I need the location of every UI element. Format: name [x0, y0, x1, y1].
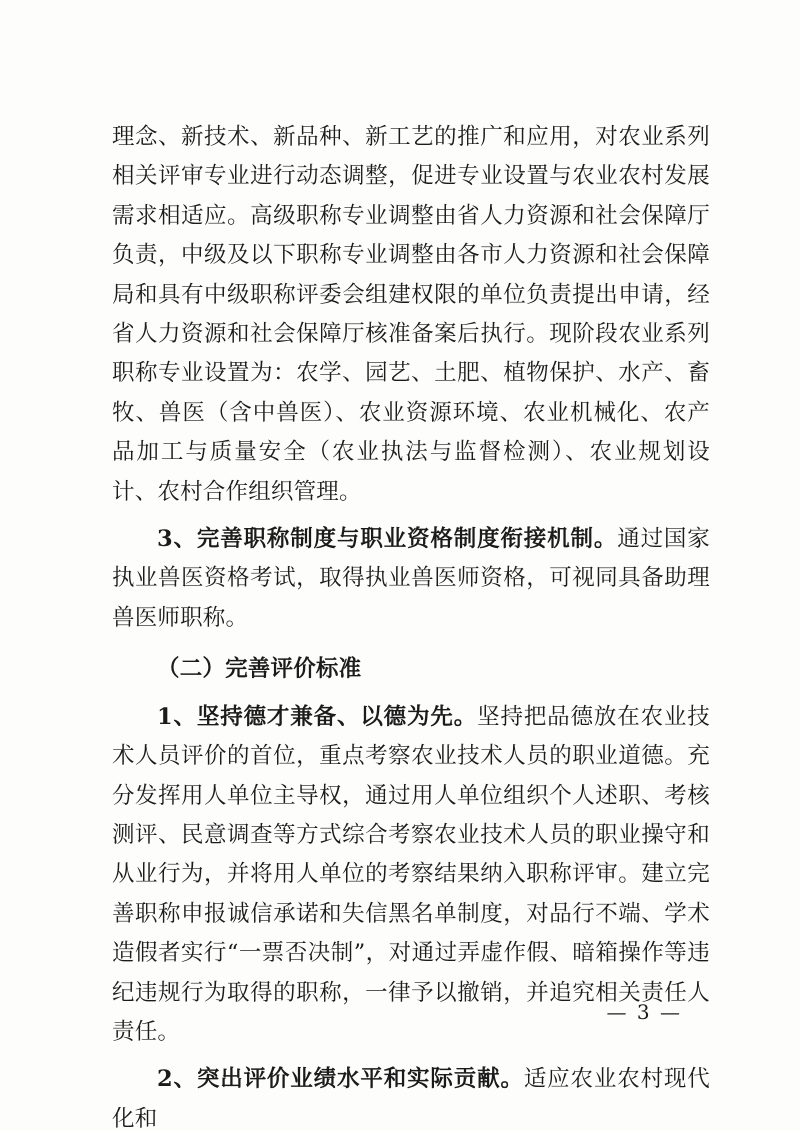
- paragraph-performance-evaluation: [112, 1060, 710, 1139]
- paragraph-heading: 1、坚持德才兼备、以德为先。: [157, 703, 478, 730]
- section-heading: [112, 650, 710, 689]
- paragraph-text: 适应农业农村现代化和: [112, 1066, 710, 1132]
- document-body: [112, 118, 710, 1139]
- paragraph-heading: 3、完善职称制度与职业资格制度衔接机制。: [157, 526, 618, 553]
- page-number: — 3 —: [606, 1000, 682, 1024]
- section-heading-text: （二）完善评价标准: [157, 656, 362, 683]
- paragraph-text: 通过国家执业兽医资格考试，取得执业兽医师资格，可视同具备助理兽医师职称。: [112, 526, 710, 631]
- paragraph-professional-settings: 理念、新技术、新品种、新工艺的推广和应用，对农业系列相关评审专业进行动态调整，促进专业设置与农业农村发展需求相适应。高级职称专业调整由省人力资源和社会保障厅负责，中级及以下职称专业调整由各市人力资源和社会保障局和具有中级职称评委会组建权限的单位负责提出申请，经省人力资源和社会保障厅核准备案后执行。现阶段农业系列职称专业设置为：农学、园艺、土肥、植物保护、水产、畜牧、兽医（含中兽医）、农业资源环境、农业机械化、农产品加工与质量安全（农业执法与监督检测）、农业规划设计、农村合作组织管理。: [112, 124, 710, 505]
- paragraph-qualification-linkage: [112, 520, 710, 638]
- paragraph-text: 坚持把品德放在农业技术人员评价的首位，重点考察农业技术人员的职业道德。充分发挥用人单位主导权，通过用人单位组织个人述职、考核测评、民意调查等方式综合考察农业技术人员的职业操守和从业行为，并将用人单位的考察结果纳入职称评审。建立完善职称申报诚信承诺和失信黑名单制度，对品行不端、学术造假者实行“一票否决制”，对通过弄虚作假、暗箱操作等违纪违规行为取得的职称，一律予以撤销，并追究相关责任人责任。: [112, 703, 710, 1045]
- paragraph-heading: 2、突出评价业绩水平和实际贡献。: [157, 1066, 524, 1093]
